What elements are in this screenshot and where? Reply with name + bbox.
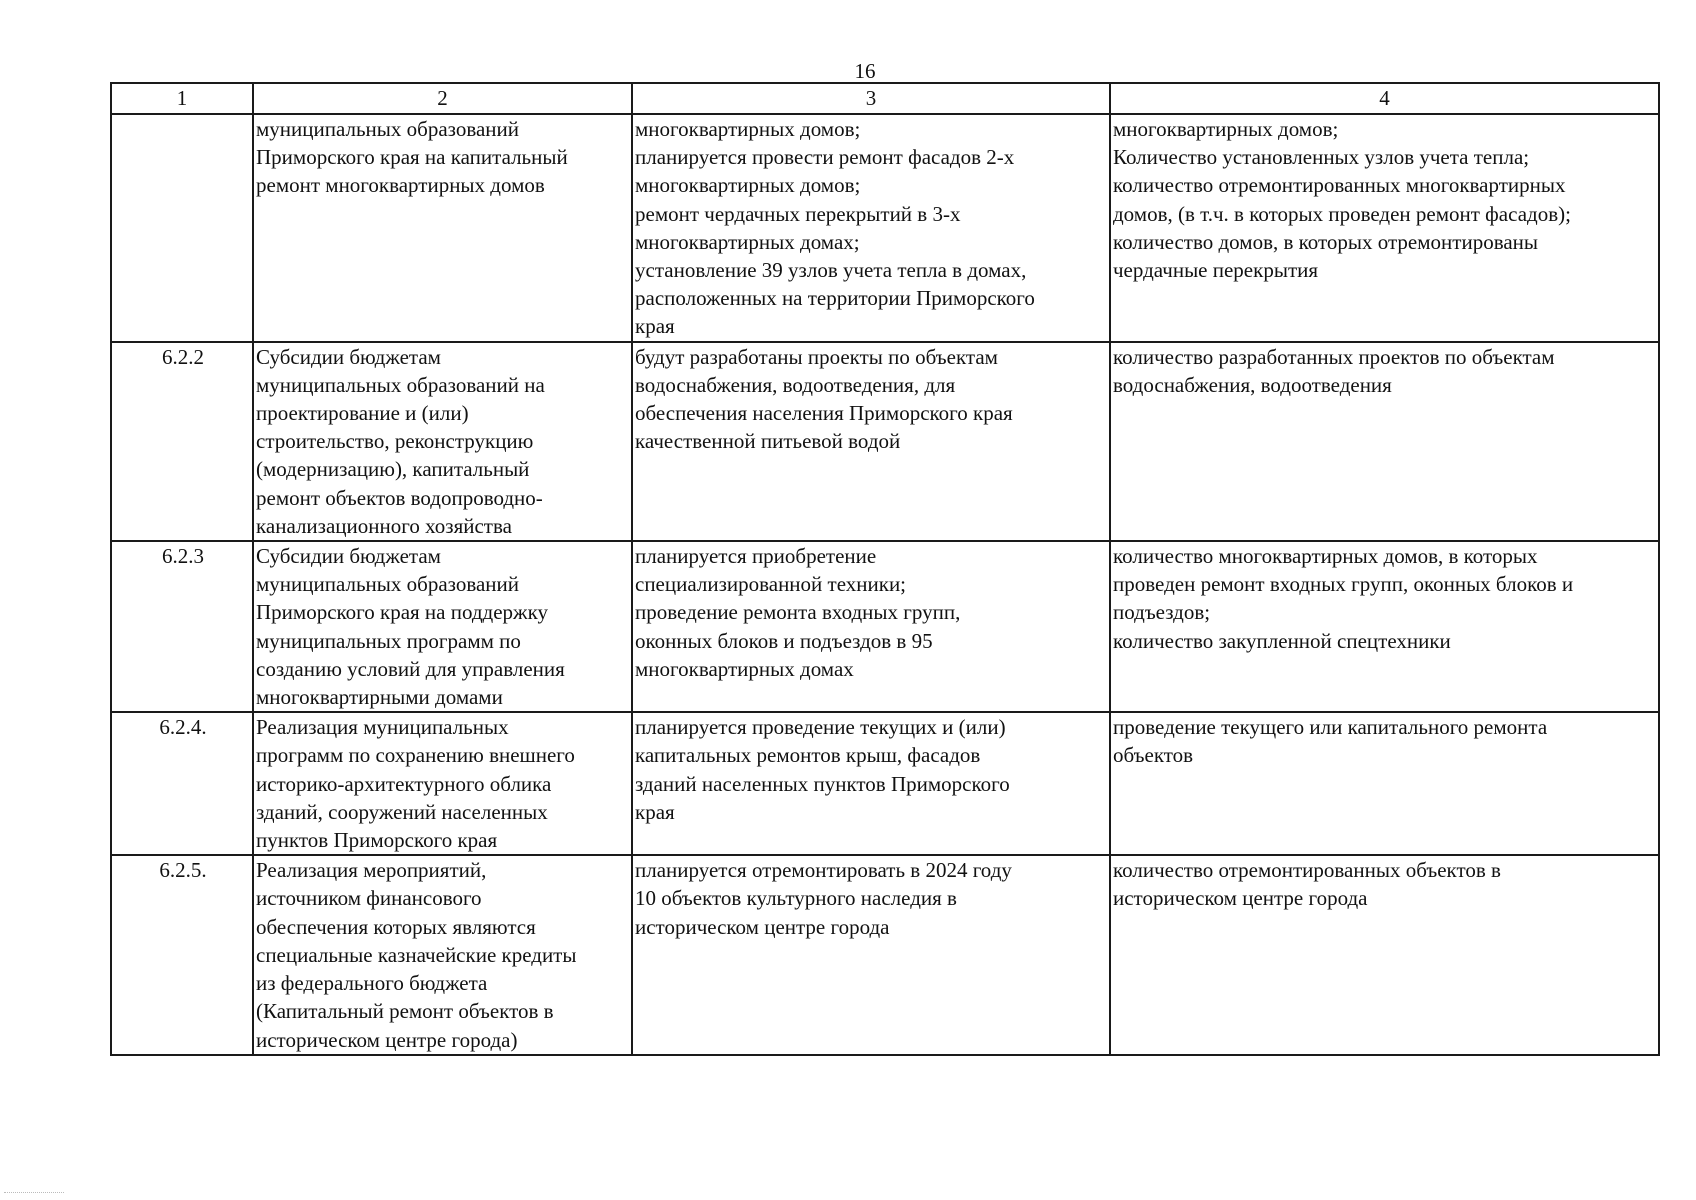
text-line: домов, (в т.ч. в которых проведен ремонт фасадов); [1113, 201, 1571, 226]
item-number-cell [111, 114, 253, 342]
expected-result-cell [632, 342, 1110, 541]
text-line: муниципальных образований на [256, 372, 545, 397]
measure-name-cell [253, 712, 632, 855]
text-line: (модернизацию), капитальный [256, 457, 530, 482]
text-line: муниципальных программ по [256, 628, 521, 653]
text-line: зданий населенных пунктов Приморского [635, 771, 1010, 796]
text-line: обеспечения населения Приморского края [635, 401, 1013, 426]
text-line: строительство, реконструкцию [256, 429, 534, 454]
text-line: Количество установленных узлов учета тепла; [1113, 145, 1530, 170]
header-col-2: 2 [253, 83, 632, 114]
indicator-cell [1110, 855, 1659, 1054]
text-line: края [635, 799, 675, 824]
measure-name-cell [253, 855, 632, 1054]
text-line: канализационного хозяйства [256, 513, 512, 538]
indicator-cell [1110, 541, 1659, 712]
text-line: многоквартирных домов; [635, 173, 861, 198]
text-line: созданию условий для управления [256, 656, 565, 681]
text-line: планируется провести ремонт фасадов 2-х [635, 145, 1015, 170]
text-line: муниципальных образований [256, 117, 519, 141]
text-line: качественной питьевой водой [635, 429, 901, 454]
table-row [111, 712, 1659, 855]
header-row [111, 83, 1659, 114]
text-line: Приморского края на поддержку [256, 600, 548, 625]
text-line: оконных блоков и подъездов в 95 [635, 628, 933, 653]
text-line: количество разработанных проектов по объектам [1113, 344, 1555, 369]
table-row [111, 855, 1659, 1054]
item-number-cell: 6.2.3 [111, 541, 253, 712]
text-line: многоквартирными домами [256, 685, 503, 710]
expected-result-cell [632, 541, 1110, 712]
text-line: края [635, 314, 675, 339]
text-line: установление 39 узлов учета тепла в домах, [635, 258, 1027, 283]
text-line: специализированной техники; [635, 572, 907, 597]
item-number-cell: 6.2.2 [111, 342, 253, 541]
measure-name-cell [253, 541, 632, 712]
text-line: историко-архитектурного облика [256, 771, 552, 796]
text-line: обеспечения которых являются [256, 914, 536, 939]
text-line: источником финансового [256, 886, 482, 911]
indicator-cell [1110, 342, 1659, 541]
header-col-1: 1 [111, 83, 253, 114]
text-line: проведен ремонт входных групп, оконных блоков и [1113, 572, 1574, 597]
text-line: планируется приобретение [635, 544, 877, 569]
text-line: подъездов; [1113, 600, 1211, 625]
text-line: планируется отремонтировать в 2024 году [635, 858, 1012, 883]
table-row [111, 541, 1659, 712]
text-line: водоснабжения, водоотведения, для [635, 372, 956, 397]
text-line: Приморского края на капитальный [256, 145, 568, 170]
measures-table [110, 82, 1660, 1056]
text-line: многоквартирных домах [635, 656, 854, 681]
text-line: ремонт объектов водопроводно- [256, 485, 543, 510]
text-line: многоквартирных домов; [635, 117, 861, 141]
text-line: объектов [1113, 743, 1194, 768]
text-line: многоквартирных домов; [1113, 117, 1339, 141]
indicator-cell [1110, 114, 1659, 342]
text-line: капитальных ремонтов крыш, фасадов [635, 743, 981, 768]
text-line: чердачные перекрытия [1113, 258, 1319, 283]
text-line: ремонт многоквартирных домов [256, 173, 545, 198]
table-row [111, 342, 1659, 541]
text-line: количество домов, в которых отремонтированы [1113, 229, 1539, 254]
measure-name-cell [253, 342, 632, 541]
scan-artifact [4, 1192, 64, 1195]
text-line: Субсидии бюджетам [256, 344, 441, 369]
text-line: ремонт чердачных перекрытий в 3-х [635, 201, 961, 226]
text-line: проведение ремонта входных групп, [635, 600, 961, 625]
text-line: многоквартирных домах; [635, 229, 860, 254]
table-row [111, 114, 1659, 342]
text-line: будут разработаны проекты по объектам [635, 344, 998, 369]
expected-result-cell [632, 855, 1110, 1054]
text-line: муниципальных образований [256, 572, 519, 597]
text-line: Реализация муниципальных [256, 715, 509, 740]
text-line: проведение текущего или капитального ремонта [1113, 715, 1548, 740]
text-line: историческом центре города) [256, 1027, 518, 1052]
text-line: количество отремонтированных объектов в [1113, 858, 1501, 883]
text-line: из федерального бюджета [256, 971, 488, 996]
text-line: водоснабжения, водоотведения [1113, 372, 1392, 397]
expected-result-cell [632, 712, 1110, 855]
measure-name-cell [253, 114, 632, 342]
item-number-cell: 6.2.5. [111, 855, 253, 1054]
text-line: проектирование и (или) [256, 401, 469, 426]
text-line: планируется проведение текущих и (или) [635, 715, 1006, 740]
text-line: (Капитальный ремонт объектов в [256, 999, 554, 1024]
text-line: количество закупленной спецтехники [1113, 628, 1451, 653]
page-number: 16 [854, 59, 876, 83]
text-line: специальные казначейские кредиты [256, 942, 577, 967]
text-line: программ по сохранению внешнего [256, 743, 575, 768]
indicator-cell [1110, 712, 1659, 855]
text-line: историческом центре города [635, 914, 890, 939]
text-line: расположенных на территории Приморского [635, 286, 1035, 311]
header-col-4: 4 [1110, 83, 1659, 114]
header-col-3: 3 [632, 83, 1110, 114]
text-line: количество многоквартирных домов, в которых [1113, 544, 1538, 569]
item-number-cell: 6.2.4. [111, 712, 253, 855]
text-line: зданий, сооружений населенных [256, 799, 548, 824]
text-line: историческом центре города [1113, 886, 1368, 911]
text-line: 10 объектов культурного наследия в [635, 886, 957, 911]
text-line: количество отремонтированных многоквартирных [1113, 173, 1566, 198]
text-line: Субсидии бюджетам [256, 544, 441, 569]
text-line: Реализация мероприятий, [256, 858, 487, 883]
expected-result-cell [632, 114, 1110, 342]
text-line: пунктов Приморского края [256, 828, 498, 853]
